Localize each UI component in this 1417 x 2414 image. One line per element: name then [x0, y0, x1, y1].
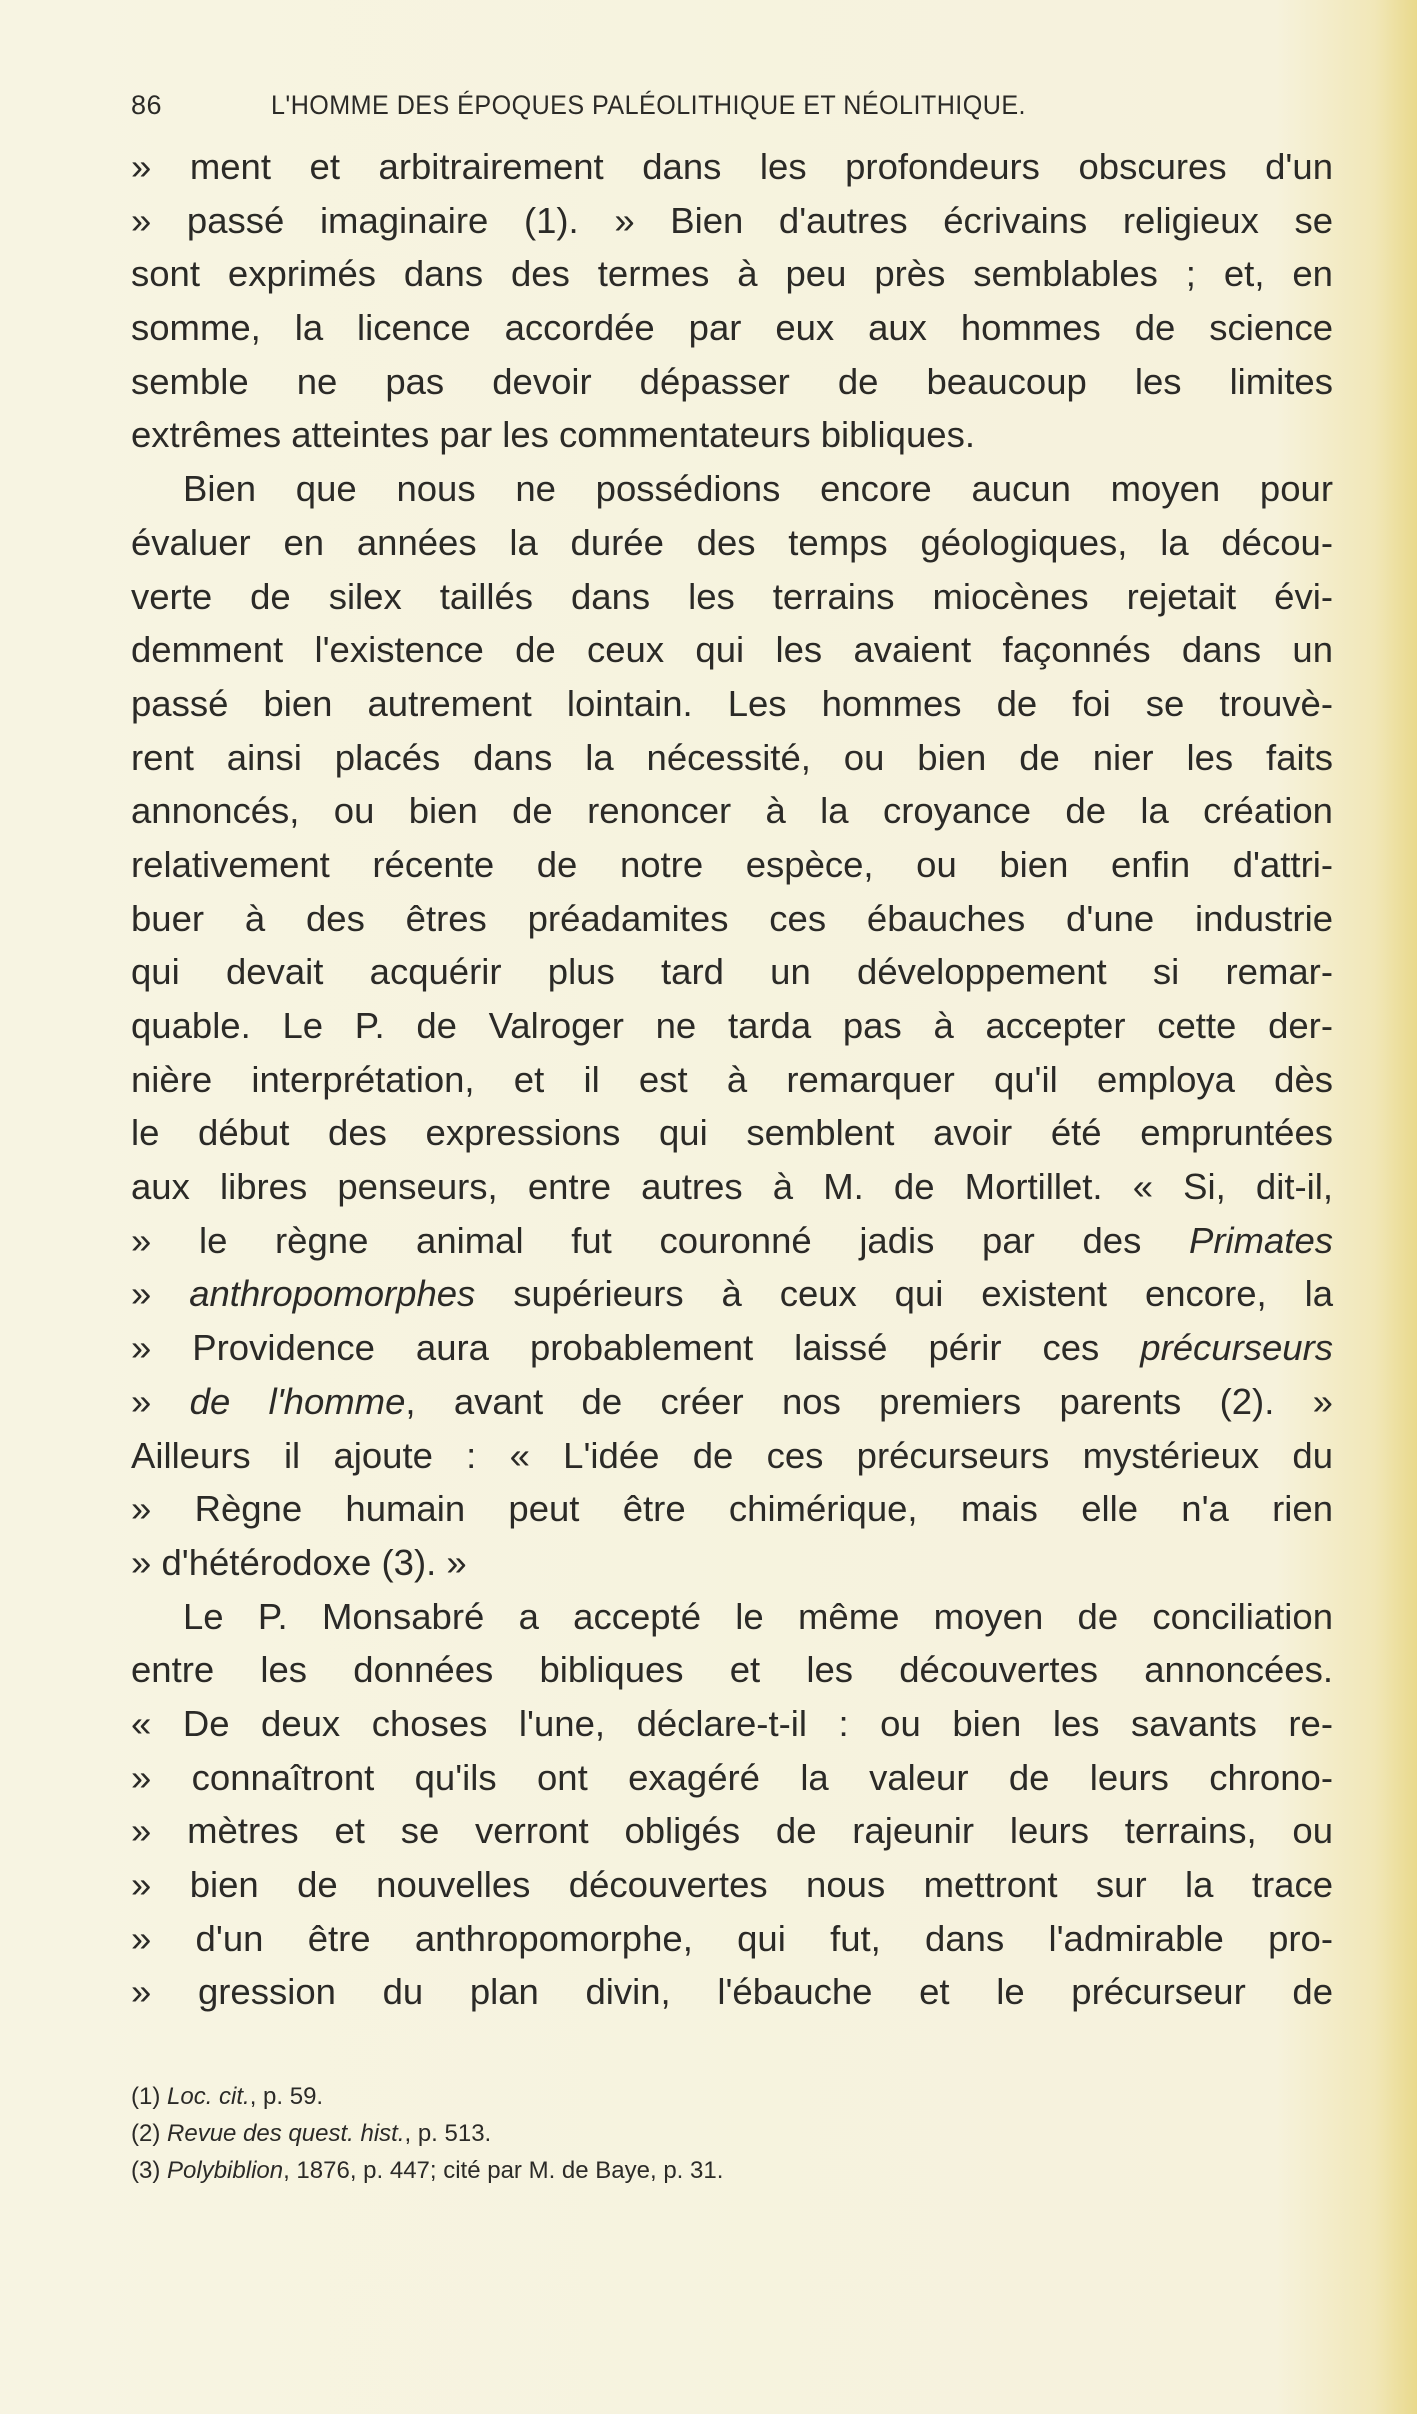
text-line: [131, 1375, 1333, 1429]
text-line: [131, 1804, 1333, 1858]
text-segment: » gression du plan divin, l'ébauche et le précurseur de: [131, 1971, 1333, 2013]
text-segment: » d'un être anthropomorphe, qui fut, dans l'admirable pro-: [131, 1917, 1333, 1959]
body-text: [131, 140, 1333, 2019]
text-segment: semble ne pas devoir dépasser de beaucoup les limites: [131, 360, 1333, 402]
text-line: [131, 892, 1333, 946]
text-line: [131, 838, 1333, 892]
footnote-source: Revue des quest. hist.: [167, 2120, 405, 2147]
footnote: [131, 2078, 723, 2115]
text-segment: » Providence aura probablement laissé périr ces: [131, 1327, 1141, 1369]
text-line: [131, 570, 1333, 624]
text-segment: aux libres penseurs, entre autres à M. de Mortillet. « Si, dit-il,: [131, 1166, 1333, 1208]
text-segment: » le règne animal fut couronné jadis par des: [131, 1219, 1189, 1261]
footnote-text: , 1876, p. 447; cité par M. de Baye, p. 31.: [283, 2157, 724, 2184]
text-line: [131, 408, 1333, 462]
text-line: [131, 247, 1333, 301]
text-segment: buer à des êtres préadamites ces ébauches d'une industrie: [131, 897, 1333, 939]
page-number: 86: [131, 90, 163, 120]
italic-text: anthropomorphes: [189, 1273, 476, 1315]
text-line: [131, 784, 1333, 838]
text-segment: Ailleurs il ajoute : « L'idée de ces précurseurs mystérieux du: [131, 1434, 1333, 1476]
text-line: [131, 945, 1333, 999]
footnote-mark: (3): [131, 2157, 161, 2184]
text-segment: » connaîtront qu'ils ont exagéré la valeur de leurs chrono-: [131, 1756, 1333, 1798]
running-header: [131, 90, 1211, 130]
text-line: [131, 731, 1333, 785]
text-line: [131, 194, 1333, 248]
text-line: [131, 1053, 1333, 1107]
text-segment: verte de silex taillés dans les terrains miocènes rejetait évi-: [131, 575, 1333, 617]
footnote-source: Loc. cit.: [167, 2083, 250, 2110]
text-segment: évaluer en années la durée des temps géologiques, la décou-: [131, 521, 1333, 563]
text-line: [131, 1858, 1333, 1912]
footnote-mark: (2): [131, 2120, 161, 2147]
text-line: [131, 999, 1333, 1053]
text-segment: » mètres et se verront obligés de rajeunir leurs terrains, ou: [131, 1810, 1333, 1852]
text-line: [131, 1106, 1333, 1160]
text-line: [131, 1321, 1333, 1375]
text-segment: le début des expressions qui semblent avoir été empruntées: [131, 1112, 1333, 1154]
text-line: [131, 623, 1333, 677]
text-segment: qui devait acquérir plus tard un développement si remar-: [131, 951, 1333, 993]
text-segment: passé bien autrement lointain. Les hommes de foi se trouvè-: [131, 682, 1333, 724]
italic-text: Primates: [1188, 1219, 1333, 1261]
text-segment: « De deux choses l'une, déclare-t-il : ou bien les savants re-: [131, 1702, 1333, 1744]
text-segment: demment l'existence de ceux qui les avaient façonnés dans un: [131, 629, 1333, 671]
text-segment: supérieurs à ceux qui existent encore, la: [475, 1273, 1334, 1315]
text-segment: »: [131, 1380, 190, 1422]
text-segment: somme, la licence accordée par eux aux hommes de science: [131, 307, 1333, 349]
footnotes: [131, 2078, 723, 2189]
text-line: [131, 1482, 1333, 1536]
text-segment: » passé imaginaire (1). » Bien d'autres écrivains religieux se: [131, 199, 1333, 241]
text-segment: Bien que nous ne possédions encore aucun moyen pour: [183, 468, 1333, 510]
text-segment: annoncés, ou bien de renoncer à la croyance de la création: [131, 790, 1333, 832]
text-line: [131, 462, 1333, 516]
running-title: L'HOMME DES ÉPOQUES PALÉOLITHIQUE ET NÉOLITHIQUE.: [271, 90, 1027, 120]
footnote-text: , p. 59.: [249, 2083, 324, 2110]
footnote-mark: (1): [131, 2083, 161, 2110]
text-segment: sont exprimés dans des termes à peu près semblables ; et, en: [131, 253, 1333, 295]
text-line: [131, 677, 1333, 731]
text-line: [131, 1536, 1333, 1590]
text-segment: » d'hétérodoxe (3). »: [131, 1541, 467, 1583]
text-segment: » Règne humain peut être chimérique, mais elle n'a rien: [131, 1488, 1333, 1530]
text-segment: »: [131, 1273, 190, 1315]
text-segment: nière interprétation, et il est à remarquer qu'il employa dès: [131, 1058, 1333, 1100]
text-line: [131, 1214, 1333, 1268]
text-line: [131, 516, 1333, 570]
italic-text: de l'homme: [189, 1380, 406, 1422]
text-line: [131, 140, 1333, 194]
text-line: [131, 355, 1333, 409]
italic-text: précurseurs: [1140, 1327, 1333, 1369]
text-line: [131, 1590, 1333, 1644]
text-segment: extrêmes atteintes par les commentateurs bibliques.: [131, 414, 975, 456]
text-segment: relativement récente de notre espèce, ou bien enfin d'attri-: [131, 843, 1333, 885]
text-segment: » bien de nouvelles découvertes nous mettront sur la trace: [131, 1864, 1333, 1905]
text-segment: rent ainsi placés dans la nécessité, ou bien de nier les faits: [131, 736, 1333, 778]
text-line: [131, 1429, 1333, 1483]
text-line: [131, 1751, 1333, 1805]
text-line: [131, 1160, 1333, 1214]
text-line: [131, 1643, 1333, 1697]
text-line: [131, 1267, 1333, 1321]
text-segment: Le P. Monsabré a accepté le même moyen de conciliation: [183, 1595, 1333, 1637]
text-line: [131, 1965, 1333, 2019]
footnote: [131, 2115, 723, 2152]
footnote-source: Polybiblion: [167, 2157, 284, 2184]
text-segment: quable. Le P. de Valroger ne tarda pas à accepter cette der-: [131, 1005, 1333, 1046]
text-segment: entre les données bibliques et les découvertes annoncées.: [131, 1649, 1333, 1691]
text-line: [131, 301, 1333, 355]
footnote-text: , p. 513.: [404, 2120, 492, 2147]
text-line: [131, 1697, 1333, 1751]
text-segment: , avant de créer nos premiers parents (2). »: [405, 1380, 1333, 1422]
footnote: [131, 2152, 723, 2189]
text-segment: » ment et arbitrairement dans les profondeurs obscures d'un: [131, 146, 1333, 187]
text-line: [131, 1912, 1333, 1966]
